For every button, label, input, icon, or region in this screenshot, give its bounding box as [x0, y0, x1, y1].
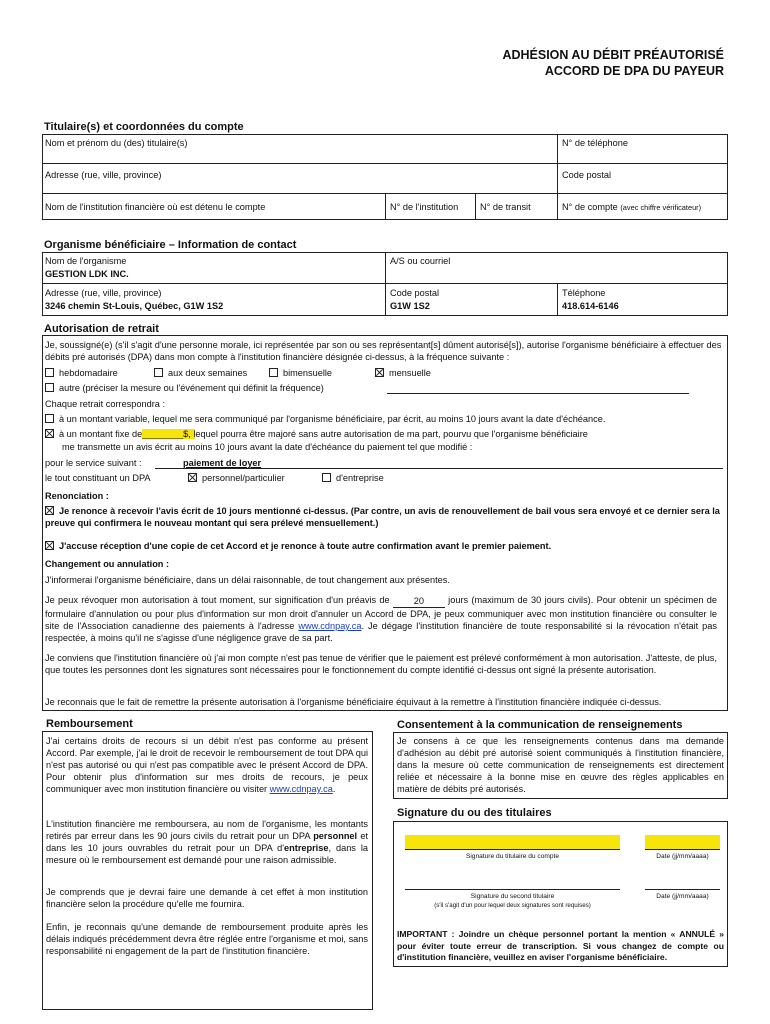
consentement-text: Je consens à ce que les renseignements contenus dans ma demande d'adhésion au débit pré autorisé soient communiqués à l'institution financière, dans la mesure où cette communication de renseignements est directement reliée et nécessaire à la bonne mise en œuvre des règles applicables en matière de débits pré autorisés. [397, 736, 724, 794]
service-label: pour le service suivant : [45, 458, 142, 468]
form-title-1: ADHÉSION AU DÉBIT PRÉAUTORISÉ [502, 48, 724, 62]
freq-hebdo-label: hebdomadaire [59, 368, 118, 378]
checkbox-renonciation-1-checked[interactable] [45, 506, 54, 515]
institution-name-field[interactable]: Nom de l'institution financière où est détenu le compte [45, 202, 266, 212]
dpa-personnel-option[interactable] [188, 472, 285, 484]
montant-variable-option[interactable] [45, 413, 605, 425]
renonciation-option-1[interactable] [45, 505, 723, 529]
checkbox-bimensuelle[interactable] [269, 368, 278, 377]
date-1-label: Date (jj/mm/aaaa) [656, 853, 709, 860]
freq-autre-option[interactable] [45, 382, 324, 394]
organisme-address-label: Adresse (rue, ville, province) [45, 288, 162, 298]
freq-autre-label: autre (préciser la mesure ou l'événement qui définit la fréquence) [59, 383, 324, 393]
remboursement-p1b: . [332, 784, 336, 794]
checkbox-renonciation-2-checked[interactable] [45, 541, 54, 550]
freq-deux-semaines-label: aux deux semaines [168, 368, 248, 378]
checkbox-mensuelle-checked[interactable] [375, 368, 384, 377]
organisme-name-label: Nom de l'organisme [45, 256, 127, 266]
checkbox-personnel-checked[interactable] [188, 473, 197, 482]
remboursement-p1a: J'ai certains droits de recours si un débit n'est pas conforme au présent Accord. Par exemple, j'ai le droit de recevoir le remboursement de tout DPA qui n'est pas autorisé ou qui n'est pas compatible avec le présent Accord de DPA. Pour obtenir plus d'information sur mes droits de recours, je peux communiquer avec mon institution financière ou visiter [46, 736, 368, 794]
organisme-postal-label: Code postal [390, 288, 440, 298]
signature-heading: Signature du ou des titulaires [397, 807, 552, 819]
remboursement-p2c: , dans la mesure où le remboursement est demandé pour une raison admissible. [46, 843, 368, 865]
titulaire-name-field[interactable]: Nom et prénom du (des) titulaire(s) [45, 138, 188, 148]
date-2-label: Date (jj/mm/aaaa) [656, 893, 709, 900]
remboursement-heading: Remboursement [46, 718, 133, 730]
montant-fixe-label-a: à un montant fixe de [59, 429, 143, 439]
signature-1-field[interactable] [405, 835, 620, 850]
dpa-entreprise-label: d'entreprise [336, 473, 384, 483]
institution-number-field[interactable]: N° de l'institution [390, 202, 459, 212]
renonciation-option-2[interactable] [45, 540, 723, 552]
titulaire-phone-field[interactable]: N° de téléphone [562, 138, 628, 148]
important-note [397, 929, 724, 964]
renonciation-text-2: J'accuse réception d'une copie de cet Accord et je renonce à toute autre confirmation avant le premier paiement. [59, 541, 552, 551]
section-titulaires-heading: Titulaire(s) et coordonnées du compte [44, 121, 244, 133]
dpa-entreprise-option[interactable] [322, 472, 384, 484]
cdnpay-link-1[interactable]: www.cdnpay.ca [298, 621, 362, 631]
date-2-field[interactable] [645, 889, 720, 890]
section-organisme-heading: Organisme bénéficiaire – Information de contact [44, 239, 297, 251]
remboursement-p2b: et dans les 10 jours ouvrables du retrait pour un DPA d' [46, 831, 368, 853]
montant-fixe-label-b: equel pourra être majoré sans autre autorisation de ma part, pourvu que l'organisme bénéficiaire [195, 429, 588, 439]
organisme-name-value: GESTION LDK INC. [45, 269, 129, 279]
checkbox-hebdo[interactable] [45, 368, 54, 377]
changement-heading: Changement ou annulation : [45, 559, 170, 569]
titulaire-postal-field[interactable]: Code postal [562, 170, 612, 180]
preavis-days-field[interactable] [393, 595, 445, 608]
date-1-field[interactable] [645, 835, 720, 850]
remboursement-p2a: L'institution financière me remboursera, au nom de l'organisme, les montants retirés par erreur dans les 90 jours civils du retrait pour un DPA [46, 819, 368, 841]
form-title-2: ACCORD DE DPA DU PAYEUR [544, 64, 724, 78]
account-number-label: N° de compte [562, 202, 618, 212]
remboursement-para-1 [46, 735, 368, 795]
tout-constituant-label: le tout constituant un DPA [45, 473, 151, 483]
consentement-heading: Consentement à la communication de renseignements [397, 719, 683, 731]
freq-bimensuelle-label: bimensuelle [283, 368, 333, 378]
signature-2-field[interactable] [405, 889, 620, 890]
account-number-note: (avec chiffre vérificateur) [620, 203, 702, 212]
titulaire-address-field[interactable]: Adresse (rue, ville, province) [45, 170, 162, 180]
service-value[interactable]: paiement de loyer [183, 458, 262, 468]
freq-bimensuelle-option[interactable] [269, 367, 332, 379]
organisme-email-field[interactable]: A/S ou courriel [390, 256, 451, 266]
changement-p2a: Je peux révoquer mon autorisation à tout moment, sur signification d'un préavis de [45, 595, 393, 605]
changement-para-2 [45, 594, 717, 644]
renonciation-heading: Renonciation : [45, 491, 109, 501]
freq-mensuelle-option[interactable] [375, 367, 431, 379]
montant-variable-label: à un montant variable, lequel me sera communiqué par l'organisme bénéficiaire, par écrit, au moins 10 jours avant la date d'échéance. [59, 414, 606, 424]
important-text: Joindre un chèque personnel portant la mention « ANNULÉ » pour éviter toute erreur de transcription. Si vous changez de compte ou d'institution financière, veuillez en aviser l'organisme bénéficiaire. [397, 929, 724, 962]
renonciation-text-1: Je renonce à recevoir l'avis écrit de 10 jours mentionné ci-dessus. (Par contre, un avis de renouvellement de bail vous sera envoyé et ce dernier sera la preuve qui confirmera le nouveau montant qui sera prélevé mensuellement.) [45, 506, 720, 528]
important-label: IMPORTANT : [397, 929, 455, 939]
montant-fixe-amount-field[interactable] [142, 429, 195, 439]
checkbox-entreprise[interactable] [322, 473, 331, 482]
changement-para-1: J'informerai l'organisme bénéficiaire, dans un délai raisonnable, de tout changement aux présentes. [45, 575, 450, 585]
remboursement-entreprise: entreprise [284, 843, 329, 853]
changement-para-3: Je conviens que l'institution financière où j'ai mon compte n'est pas tenue de vérifier que le paiement est prélevé conformément à mon autorisation. J'atteste, de plus, que toutes les personnes dont les signatures sont nécessaires pour le fonctionnement du compte identifié ci-dessus ont signé la présente autorisation. [45, 653, 717, 675]
remboursement-personnel: personnel [313, 831, 358, 841]
checkbox-deux-semaines[interactable] [154, 368, 163, 377]
dpa-personnel-label: personnel/particulier [202, 473, 285, 483]
organisme-address-value: 3246 chemin St-Louis, Québec, G1W 1S2 [45, 301, 224, 311]
signature-1-label: Signature du titulaire du compte [465, 853, 560, 860]
remboursement-para-2 [46, 818, 368, 866]
freq-deux-semaines-option[interactable] [154, 367, 247, 379]
changement-para-4: Je reconnais que le fait de remettre la présente autorisation à l'organisme bénéficiaire équivaut à la remettre à l'institution financière indiquée ci-dessus. [45, 697, 662, 707]
signature-2-note: (s'il s'agit d'un pour lequel deux signatures sont requises) [434, 902, 591, 909]
signature-2-label: Signature du second titulaire [470, 893, 555, 900]
montant-fixe-dollar: $, l [183, 429, 196, 439]
checkbox-montant-variable[interactable] [45, 414, 54, 423]
checkbox-montant-fixe-checked[interactable] [45, 429, 54, 438]
montant-fixe-option[interactable] [45, 428, 588, 440]
freq-autre-blank[interactable] [387, 393, 689, 394]
section-autorisation-heading: Autorisation de retrait [44, 323, 159, 335]
preavis-days-value: 20 [413, 596, 424, 606]
transit-number-field[interactable]: N° de transit [480, 202, 531, 212]
freq-hebdo-option[interactable] [45, 367, 118, 379]
changement-p2b: jours (maximum de 30 jours civils). Pour obtenir un spécimen de formulaire d'annulation ou pour plus d'information sur mon droit d'annuler un Accord de DPA, je peux communiquer avec mon institution financière ou consulter le site de l'Association canadienne des paiements à l'adresse [45, 595, 717, 631]
organisme-postal-value: G1W 1S2 [390, 301, 430, 311]
montant-fixe-continuation: me transmette un avis écrit au moins 10 jours avant la date d'échéance du paiement tel que modifié : [62, 442, 473, 452]
remboursement-para-3: Je comprends que je devrai faire une demande à cet effet à mon institution financière selon la procédure qu'elle me fournira. [46, 887, 368, 909]
montant-fixe-blank: ________ [142, 429, 184, 439]
cdnpay-link-2[interactable]: www.cdnpay.ca [269, 784, 333, 794]
organisme-phone-value: 418.614-6146 [562, 301, 619, 311]
autorisation-intro: Je, soussigné(e) (s'il s'agit d'une personne morale, ici représentée par son ou ses représentant[s] dûment autorisé[s]), autorise l'organisme bénéficiaire à effectuer des débits pré autorisés (DPA) dans mon compte à l'institution financière désignée ci-dessus, à la fréquence suivante : [45, 340, 722, 362]
changement-p2c: . Je dégage l'institution financière de toute responsabilité si la révocation n'était pas respectée, à moins qu'il ne s'agisse d'une négligence grave de sa part. [45, 621, 717, 643]
retrait-correspondra-label: Chaque retrait correspondra : [45, 399, 166, 409]
freq-mensuelle-label: mensuelle [389, 368, 431, 378]
remboursement-para-4: Enfin, je reconnais qu'une demande de remboursement produite après les délais indiqués précédemment devra être réglée entre l'organisme et moi, sans responsabilité ni engagement de la part de l'institution financière. [46, 922, 368, 956]
account-number-field[interactable] [562, 201, 701, 214]
checkbox-autre[interactable] [45, 383, 54, 392]
organisme-phone-label: Téléphone [562, 288, 606, 298]
